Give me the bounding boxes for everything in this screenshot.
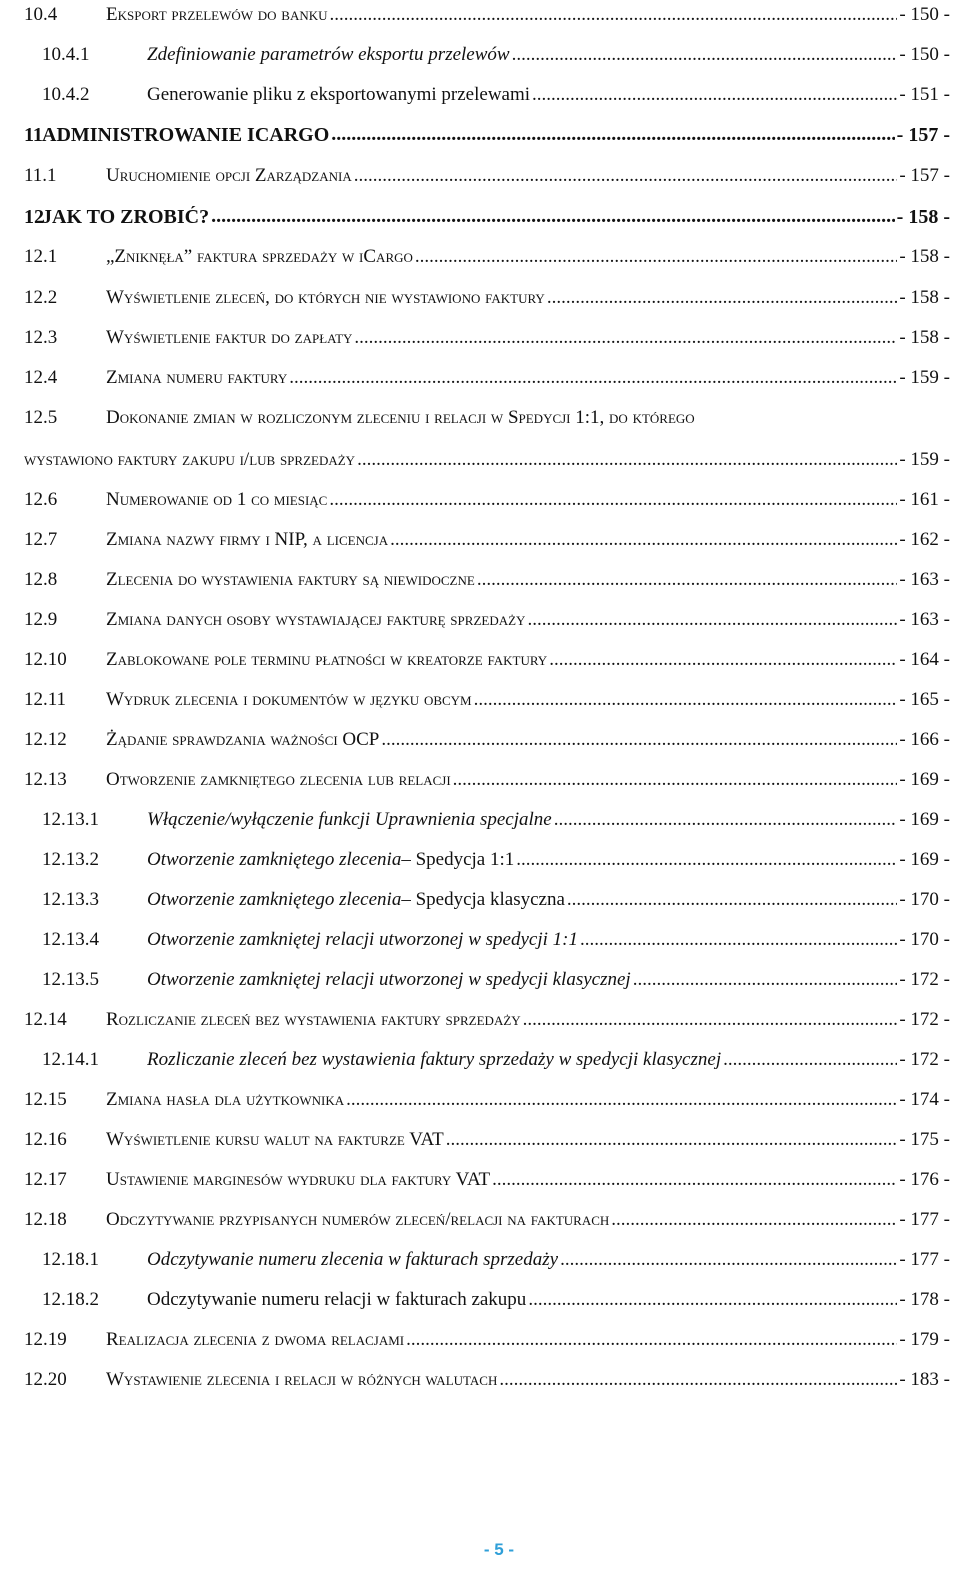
toc-entry-number: 12.13.2 bbox=[42, 849, 99, 870]
toc-entry[interactable] bbox=[24, 480, 950, 520]
toc-entry-title: Zmiana nazwy firmy i NIP, a licencja bbox=[106, 529, 389, 550]
toc-entry[interactable] bbox=[24, 1360, 950, 1400]
toc-entry-page: - 163 - bbox=[899, 609, 950, 630]
toc-entry[interactable] bbox=[24, 1200, 950, 1240]
toc-entry[interactable] bbox=[24, 1000, 950, 1040]
toc-entry[interactable] bbox=[24, 1160, 950, 1200]
toc-entry[interactable] bbox=[24, 640, 950, 680]
toc-entry-title: Zmiana numeru faktury bbox=[106, 367, 288, 388]
dot-leader bbox=[211, 207, 895, 227]
dot-leader bbox=[406, 1331, 897, 1350]
toc-entry-page: - 174 - bbox=[899, 1089, 950, 1110]
dot-leader bbox=[547, 289, 898, 308]
toc-entry-number: 12.13.4 bbox=[42, 929, 99, 950]
toc-entry[interactable] bbox=[24, 680, 950, 720]
toc-entry-title-tail: – Spedycja klasyczna bbox=[401, 889, 565, 910]
toc-entry-title: Odczytywanie numeru zlecenia w fakturach sprzedaży bbox=[147, 1249, 559, 1270]
toc-entry[interactable] bbox=[24, 0, 950, 35]
toc-entry-page: - 159 - bbox=[899, 449, 950, 470]
page-number-footer bbox=[0, 1540, 960, 1560]
toc-entry-title: Odczytywanie numeru relacji w fakturach zakupu bbox=[147, 1289, 527, 1310]
toc-entry-page: - 158 - bbox=[899, 327, 950, 348]
toc-entry[interactable] bbox=[24, 35, 950, 75]
dot-leader bbox=[523, 1011, 898, 1030]
toc-entry-number: 12.17 bbox=[24, 1169, 67, 1190]
toc-entry-page: - 150 - bbox=[899, 4, 950, 25]
dot-leader bbox=[633, 971, 898, 990]
toc-entry-number: 12.7 bbox=[24, 529, 58, 550]
toc-entry-title: Zmiana danych osoby wystawiającej fakturę sprzedaży bbox=[106, 609, 526, 630]
dot-leader bbox=[528, 1291, 897, 1310]
toc-entry-page: - 158 - bbox=[899, 246, 950, 267]
toc-entry-number: 12.6 bbox=[24, 489, 58, 510]
dot-leader bbox=[354, 167, 898, 186]
toc-entry-title: Otworzenie zamkniętego zlecenia bbox=[147, 849, 402, 870]
toc-entry-number: 12.13 bbox=[24, 769, 67, 790]
dot-leader bbox=[611, 1211, 897, 1230]
dot-leader bbox=[329, 491, 897, 510]
toc-entry-title: Ustawienie marginesów wydruku dla faktury VAT bbox=[106, 1169, 491, 1190]
toc-entry-number: 12.12 bbox=[24, 729, 67, 750]
toc-entry-number: 12.14.1 bbox=[42, 1049, 99, 1070]
toc-entry[interactable] bbox=[24, 800, 950, 840]
toc-entry[interactable] bbox=[24, 840, 950, 880]
toc-entry-page: - 169 - bbox=[899, 809, 950, 830]
toc-entry-number: 12.20 bbox=[24, 1369, 67, 1390]
toc-entry-page: - 177 - bbox=[899, 1209, 950, 1230]
toc-entry-number: 12.9 bbox=[24, 609, 58, 630]
dot-leader bbox=[415, 248, 897, 267]
toc-entry-page: - 169 - bbox=[899, 849, 950, 870]
dot-leader bbox=[549, 651, 897, 670]
toc-entry-number: 11 bbox=[24, 123, 43, 146]
toc-entry-number: 12.13.3 bbox=[42, 889, 99, 910]
toc-entry[interactable] bbox=[24, 115, 950, 155]
toc-entry-page: - 172 - bbox=[899, 1009, 950, 1030]
toc-entry-number: 12.5 bbox=[24, 407, 58, 428]
toc-entry-title: Wystawienie zlecenia i relacji w różnych walutach bbox=[106, 1369, 498, 1390]
toc-entry-page: - 166 - bbox=[899, 729, 950, 750]
toc-entry-title: Otworzenie zamkniętej relacji utworzonej w spedycji 1:1 bbox=[147, 929, 578, 950]
dot-leader bbox=[554, 811, 898, 830]
toc-entry-page: - 157 - bbox=[896, 123, 950, 146]
toc-entry-title: Wyświetlenie faktur do zapłaty bbox=[106, 327, 353, 348]
toc-entry-title: Otworzenie zamkniętego zlecenia lub relacji bbox=[106, 769, 451, 790]
toc-entry-number: 12.4 bbox=[24, 367, 58, 388]
dot-leader bbox=[477, 571, 898, 590]
dot-leader bbox=[516, 851, 897, 870]
toc-entry[interactable] bbox=[24, 1320, 950, 1360]
toc-entry-title: Wyświetlenie zleceń, do których nie wystawiono faktury bbox=[106, 287, 545, 308]
toc-entry-title: Zmiana hasła dla użytkownika bbox=[106, 1089, 345, 1110]
toc-entry-page: - 162 - bbox=[899, 529, 950, 550]
toc-entry-continuation[interactable] bbox=[24, 440, 950, 480]
toc-entry-number: 12.10 bbox=[24, 649, 67, 670]
toc-entry-title: Zlecenia do wystawienia faktury są niewidoczne bbox=[106, 569, 475, 590]
toc-entry-title: Otworzenie zamkniętego zlecenia bbox=[147, 889, 402, 910]
toc-entry-number: 12.19 bbox=[24, 1329, 67, 1350]
toc-entry-page: - 170 - bbox=[899, 889, 950, 910]
dot-leader bbox=[453, 771, 898, 790]
toc-entry-title: ADMINISTROWANIE ICARGO bbox=[42, 123, 330, 146]
toc-entry[interactable] bbox=[24, 1080, 950, 1120]
toc-entry-number: 10.4.2 bbox=[42, 84, 90, 105]
toc-entry-page: - 164 - bbox=[899, 649, 950, 670]
toc-entry-number: 10.4.1 bbox=[42, 44, 90, 65]
dot-leader bbox=[390, 531, 897, 550]
toc-entry-number: 12.14 bbox=[24, 1009, 67, 1030]
toc-entry-title: Eksport przelewów do banku bbox=[106, 4, 328, 25]
toc-entry-title: „Zniknęła” faktura sprzedaży w iCargo bbox=[106, 246, 413, 267]
toc-entry-title: Zablokowane pole terminu płatności w kreatorze faktury bbox=[106, 649, 548, 670]
toc-entry-number: 10.4 bbox=[24, 4, 58, 25]
toc-entry-number: 12.18 bbox=[24, 1209, 67, 1230]
toc-entry[interactable] bbox=[24, 520, 950, 560]
toc-entry[interactable] bbox=[24, 760, 950, 800]
toc-entry-page: - 163 - bbox=[899, 569, 950, 590]
dot-leader bbox=[381, 731, 897, 750]
toc-entry-number: 12.11 bbox=[24, 689, 67, 710]
toc-entry[interactable] bbox=[24, 600, 950, 640]
toc-entry-number: 12.13.1 bbox=[42, 809, 99, 830]
toc-entry-title: Żądanie sprawdzania ważności OCP bbox=[106, 729, 380, 750]
dot-leader bbox=[512, 46, 898, 65]
toc-entry[interactable] bbox=[24, 75, 950, 115]
toc-entry-page: - 151 - bbox=[899, 84, 950, 105]
toc-entry-title: Dokonanie zmian w rozliczonym zleceniu i relacji w Spedycji 1:1, do którego bbox=[106, 407, 695, 428]
toc-entry[interactable] bbox=[24, 1240, 950, 1280]
dot-leader bbox=[532, 86, 897, 105]
toc-entry-page: - 177 - bbox=[899, 1249, 950, 1270]
toc-entry-page: - 150 - bbox=[899, 44, 950, 65]
toc-entry-page: - 159 - bbox=[899, 367, 950, 388]
dot-leader bbox=[560, 1251, 897, 1270]
dot-leader bbox=[354, 329, 897, 348]
dot-leader bbox=[499, 1371, 897, 1390]
toc-entry[interactable] bbox=[24, 920, 950, 960]
toc-entry-page: - 165 - bbox=[899, 689, 950, 710]
toc-entry[interactable] bbox=[24, 398, 950, 438]
dot-leader bbox=[289, 369, 897, 388]
toc-entry-title: Uruchomienie opcji Zarządzania bbox=[106, 165, 352, 186]
toc-entry[interactable] bbox=[24, 237, 950, 277]
toc-entry-number: 11.1 bbox=[24, 165, 57, 186]
toc-entry-title: Wydruk zlecenia i dokumentów w języku obcym bbox=[106, 689, 472, 710]
toc-entry-page: - 172 - bbox=[899, 1049, 950, 1070]
dot-leader bbox=[567, 891, 897, 910]
toc-entry-number: 12.16 bbox=[24, 1129, 67, 1150]
toc-entry-page: - 157 - bbox=[899, 165, 950, 186]
toc-entry[interactable] bbox=[24, 960, 950, 1000]
dot-leader bbox=[474, 691, 898, 710]
toc-entry-page: - 158 - bbox=[896, 205, 950, 228]
toc-entry-title: Realizacja zlecenia z dwoma relacjami bbox=[106, 1329, 405, 1350]
toc-entry-page: - 176 - bbox=[899, 1169, 950, 1190]
toc-entry-title: Zdefiniowanie parametrów eksportu przelewów bbox=[147, 44, 510, 65]
toc-entry-number: 12.15 bbox=[24, 1089, 67, 1110]
toc-entry-number: 12.8 bbox=[24, 569, 58, 590]
toc-entry-page: - 178 - bbox=[899, 1289, 950, 1310]
toc-entry[interactable] bbox=[24, 880, 950, 920]
toc-entry[interactable] bbox=[24, 720, 950, 760]
toc-entry-number: 12.2 bbox=[24, 287, 58, 308]
dot-leader bbox=[446, 1131, 898, 1150]
toc-entry-page: - 179 - bbox=[899, 1329, 950, 1350]
toc-entry-number: 12.13.5 bbox=[42, 969, 99, 990]
dot-leader bbox=[580, 931, 897, 950]
dot-leader bbox=[723, 1051, 897, 1070]
toc-entry-title: JAK TO ZROBIĆ? bbox=[42, 205, 210, 228]
toc-entry-page: - 183 - bbox=[899, 1369, 950, 1390]
toc-entry[interactable] bbox=[24, 156, 950, 196]
toc-entry[interactable] bbox=[24, 1040, 950, 1080]
toc-entry-title: Rozliczanie zleceń bez wystawienia faktury sprzedaży w spedycji klasycznej bbox=[147, 1049, 722, 1070]
toc-entry-page: - 158 - bbox=[899, 287, 950, 308]
toc-entry[interactable] bbox=[24, 1280, 950, 1320]
dot-leader bbox=[331, 125, 894, 145]
toc-entry-number: 12.1 bbox=[24, 246, 58, 267]
toc-entry-number: 12.18.1 bbox=[42, 1249, 99, 1270]
dot-leader bbox=[357, 451, 897, 470]
toc-entry-number: 12.18.2 bbox=[42, 1289, 99, 1310]
dot-leader bbox=[527, 611, 897, 630]
toc-entry[interactable] bbox=[24, 560, 950, 600]
toc-entry-title: Włączenie/wyłączenie funkcji Uprawnienia specjalne bbox=[147, 809, 552, 830]
toc-entry-title-continued: wystawiono faktury zakupu i/lub sprzedaży bbox=[24, 449, 356, 470]
dot-leader bbox=[492, 1171, 897, 1190]
toc-entry-title: Odczytywanie przypisanych numerów zleceń/relacji na fakturach bbox=[106, 1209, 610, 1230]
toc-entry[interactable] bbox=[24, 1120, 950, 1160]
toc-entry-page: - 170 - bbox=[899, 929, 950, 950]
toc-entry[interactable] bbox=[24, 278, 950, 318]
toc-entry[interactable] bbox=[24, 358, 950, 398]
toc-entry-number: 12.3 bbox=[24, 327, 58, 348]
toc-entry-page: - 172 - bbox=[899, 969, 950, 990]
toc-entry-page: - 175 - bbox=[899, 1129, 950, 1150]
toc-entry[interactable] bbox=[24, 318, 950, 358]
page-number: - 5 - bbox=[483, 1540, 515, 1559]
toc-entry[interactable] bbox=[24, 197, 950, 237]
toc-entry-title: Rozliczanie zleceń bez wystawienia faktury sprzedaży bbox=[106, 1009, 521, 1030]
dot-leader bbox=[330, 6, 898, 25]
toc-entry-title: Numerowanie od 1 co miesiąc bbox=[106, 489, 328, 510]
toc-entry-number: 12 bbox=[24, 205, 44, 228]
dot-leader bbox=[346, 1091, 897, 1110]
toc-entry-title-tail: – Spedycja 1:1 bbox=[401, 849, 515, 870]
toc-entry-page: - 161 - bbox=[899, 489, 950, 510]
toc-entry-page: - 169 - bbox=[899, 769, 950, 790]
toc-entry-title: Wyświetlenie kursu walut na fakturze VAT bbox=[106, 1129, 444, 1150]
toc-entry-title: Generowanie pliku z eksportowanymi przelewami bbox=[147, 84, 531, 105]
toc-entry-title: Otworzenie zamkniętej relacji utworzonej w spedycji klasycznej bbox=[147, 969, 631, 990]
